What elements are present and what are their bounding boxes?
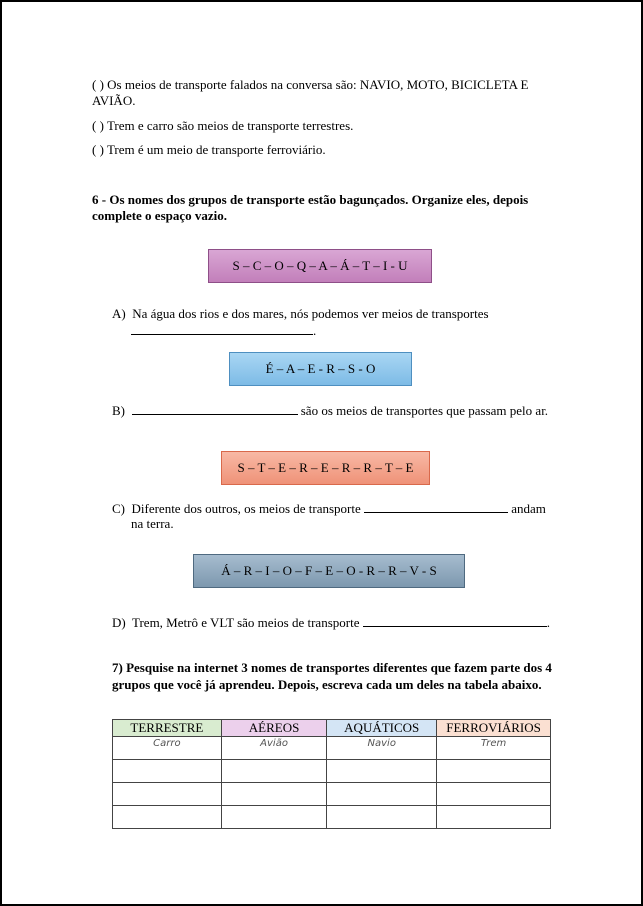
statement-text: Os meios de transporte falados na conversa são: NAVIO, MOTO, BICICLETA E [107, 77, 529, 92]
item-b [112, 402, 548, 419]
question-7-title-line2: grupos que você já aprendeu. Depois, escreva cada um deles na tabela abaixo. [112, 677, 542, 692]
answer-paren[interactable]: ( ) [92, 142, 104, 157]
item-label: C) [112, 501, 125, 516]
table-row [113, 783, 551, 806]
table-header-row [113, 720, 551, 737]
statement-1-line2: AVIÃO. [92, 93, 136, 108]
scrambled-box-terrestres: S – T – E – R – E – R – R – T – E [221, 451, 430, 485]
header-ferroviarios: FERROVIÁRIOS [437, 720, 551, 737]
table-cell[interactable] [327, 783, 437, 806]
table-cell[interactable] [221, 783, 327, 806]
table-cell[interactable] [327, 806, 437, 829]
scrambled-box-aquaticos: S – C – O – Q – A – Á – T – I - U [208, 249, 432, 283]
header-aereos: AÉREOS [221, 720, 327, 737]
item-label: A) [112, 306, 126, 321]
item-d: D) Trem, Metrô e VLT são meios de transporte . [112, 615, 550, 630]
table-row [113, 760, 551, 783]
question-6-title-line1: 6 - Os nomes dos grupos de transporte estão bagunçados. Organize eles, depois [92, 192, 529, 207]
statement-1 [92, 77, 528, 93]
answer-blank[interactable] [363, 614, 547, 627]
statement-text: Trem e carro são meios de transporte terrestres. [106, 118, 354, 133]
table-cell[interactable] [437, 760, 551, 783]
table-cell[interactable] [113, 760, 222, 783]
item-label: B) [112, 403, 125, 418]
scrambled-box-aereos: É – A – E - R – S - O [229, 352, 412, 386]
statement-3 [92, 142, 326, 158]
table-cell[interactable]: Carro [113, 737, 222, 760]
table-row [113, 806, 551, 829]
table-row [113, 737, 551, 760]
item-label: D) [112, 615, 126, 630]
table-cell[interactable]: Trem [437, 737, 551, 760]
table-cell[interactable] [113, 806, 222, 829]
header-terrestre: TERRESTRE [113, 720, 222, 737]
answer-blank[interactable] [131, 322, 313, 335]
item-a [112, 306, 489, 322]
item-text-after: andam [511, 501, 546, 516]
question-7-title-line1: 7) Pesquise na internet 3 nomes de transportes diferentes que fazem parte dos 4 [112, 660, 552, 675]
table-cell[interactable]: Avião [221, 737, 327, 760]
answer-paren[interactable]: ( ) [92, 118, 104, 133]
table-cell[interactable] [221, 806, 327, 829]
table-cell[interactable] [437, 806, 551, 829]
table-cell[interactable] [113, 783, 222, 806]
answer-blank[interactable] [364, 500, 508, 513]
item-c [112, 500, 546, 517]
item-text: Diferente dos outros, os meios de transporte [131, 501, 361, 516]
item-text: Trem, Metrô e VLT são meios de transporte [131, 615, 360, 630]
scrambled-box-ferroviarios: Á – R – I – O – F – E – O - R – R – V - S [193, 554, 465, 588]
item-text: são os meios de transportes que passam pelo ar. [300, 403, 549, 418]
table-cell[interactable] [437, 783, 551, 806]
header-aquaticos: AQUÁTICOS [327, 720, 437, 737]
statement-2 [92, 118, 353, 134]
question-6-title-line2: complete o espaço vazio. [92, 208, 228, 223]
table-cell[interactable] [221, 760, 327, 783]
statement-text: Trem é um meio de transporte ferroviário. [106, 142, 326, 157]
item-a-line2: . [131, 322, 316, 339]
item-c-line2: na terra. [131, 516, 174, 531]
transport-table [112, 719, 551, 829]
table-cell[interactable]: Navio [327, 737, 437, 760]
answer-paren[interactable]: ( ) [92, 77, 104, 92]
table-cell[interactable] [327, 760, 437, 783]
answer-blank[interactable] [132, 402, 298, 415]
item-text: Na água dos rios e dos mares, nós podemos ver meios de transportes [132, 306, 489, 321]
